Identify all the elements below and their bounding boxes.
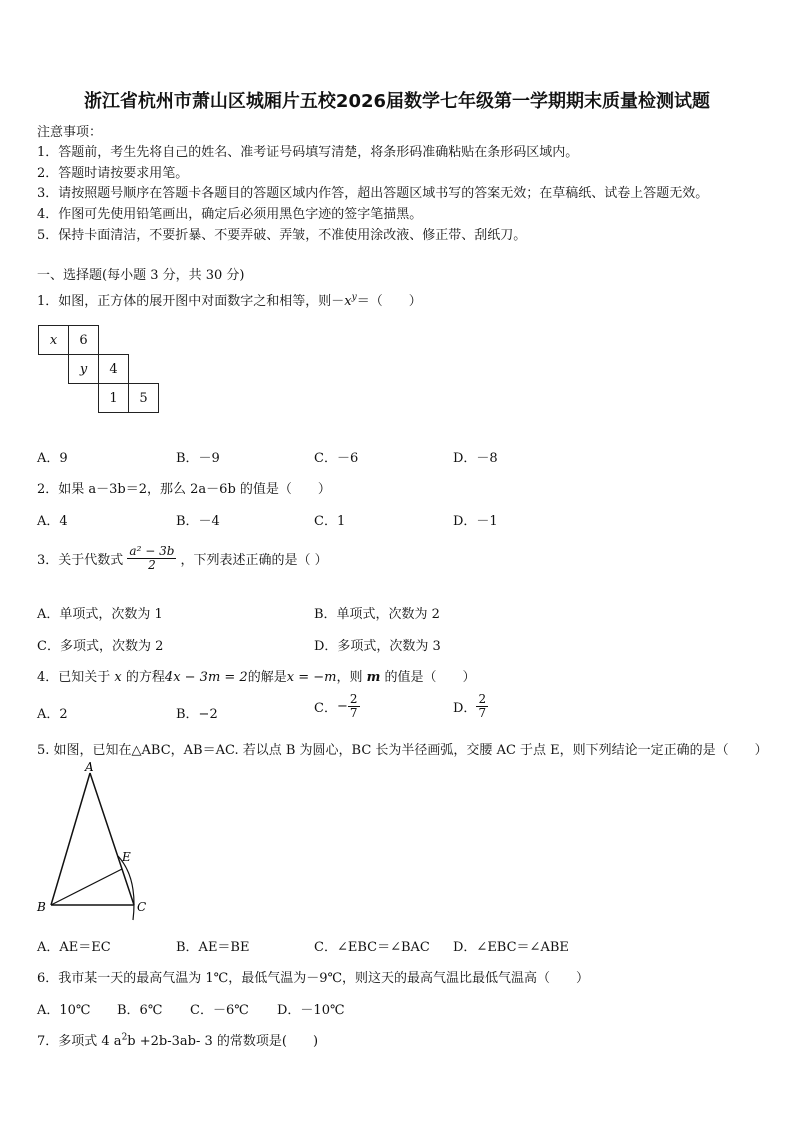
question-3-stem-end: ，下列表述正确的是（ ） <box>180 553 328 569</box>
question-5-stem: 5. 如图，已知在△ABC，AB＝AC. 若以点 B 为圆心，BC 长为半径画弧，交腰 AC 于点 E，则下列结论一定正确的是（ ） <box>37 743 768 758</box>
side-ab <box>51 773 90 905</box>
triangle-figure <box>30 758 160 928</box>
segment-be <box>51 869 122 905</box>
notice-item: 2．答题时请按要求用笔。 <box>37 166 189 181</box>
option-d-fraction <box>476 693 488 720</box>
question-4-text: 的值是（ ） <box>384 670 476 685</box>
fraction-numerator: 2 <box>349 692 358 706</box>
label-a: A <box>85 760 94 774</box>
notice-heading: 注意事项： <box>37 125 103 140</box>
option-b: B．单项式，次数为 2 <box>314 607 440 622</box>
option-d <box>453 693 488 720</box>
question-3-stem-text: 3．关于代数式 <box>37 553 124 569</box>
question-1-var: x <box>344 294 352 309</box>
net-cell: x <box>39 326 69 355</box>
question-7-text: 7．多项式 4 a <box>37 1034 122 1049</box>
option-d: D．－10℃ <box>277 1003 345 1018</box>
notice-item: 3．请按照题号顺序在答题卡各题目的答题区域内作答，超出答题区域书写的答案无效；在草稿纸、试卷上答题无效。 <box>37 186 709 201</box>
question-4-text: 4．已知关于 <box>37 670 111 685</box>
option-c-sign: − <box>336 699 348 715</box>
option-d-label: D． <box>453 701 477 717</box>
option-a: A．单项式，次数为 1 <box>37 607 163 622</box>
question-3-stem <box>37 545 328 572</box>
fraction-denominator: 2 <box>148 558 156 573</box>
option-a: A．2 <box>37 707 68 722</box>
question-4-equation: 4x − 3m = 2 <box>164 670 248 685</box>
question-4-text: ，则 <box>336 670 363 685</box>
net-cell: 5 <box>129 384 159 413</box>
option-a: A．4 <box>37 514 68 529</box>
option-c <box>314 693 360 720</box>
side-ac <box>90 773 134 905</box>
question-4-var-x: x <box>114 670 122 685</box>
question-3-fraction <box>127 545 176 572</box>
fraction-denominator: 7 <box>478 706 487 721</box>
option-a: A．9 <box>37 451 68 466</box>
option-b: B．AE＝BE <box>176 940 250 955</box>
question-4-text: 的方程 <box>125 670 165 685</box>
option-c: C．1 <box>314 514 346 529</box>
fraction-denominator: 7 <box>349 706 358 721</box>
option-a: A．AE＝EC <box>37 940 111 955</box>
net-cell: 4 <box>99 355 129 384</box>
question-7-stem <box>37 1030 318 1049</box>
option-b: B．－4 <box>176 514 220 529</box>
option-c: C．－6℃ <box>190 1003 249 1018</box>
option-a: A．10℃ <box>37 1003 91 1018</box>
option-b: B．－9 <box>176 451 220 466</box>
label-b: B <box>37 900 46 914</box>
question-1-sup: y <box>351 292 357 303</box>
question-1-stem-end: ＝（ ） <box>356 294 422 309</box>
question-4-var-m: m <box>366 670 381 685</box>
label-e: E <box>122 850 131 864</box>
net-cell: y <box>69 355 99 384</box>
option-c: C．∠EBC＝∠BAC <box>314 940 430 955</box>
option-d: D．－1 <box>453 514 498 529</box>
question-7-text-end: b +2b-3ab- 3 的常数项是( ) <box>127 1034 319 1049</box>
option-c: C．－6 <box>314 451 359 466</box>
question-2-stem: 2．如果 a－3b＝2，那么 2a－6b 的值是（ ） <box>37 482 331 497</box>
option-b: B．−2 <box>176 707 218 722</box>
question-7-sup: 2 <box>121 1032 128 1043</box>
question-4-text: 的解是 <box>247 670 287 685</box>
fraction-numerator: 2 <box>478 692 487 706</box>
option-d: D．－8 <box>453 451 498 466</box>
option-b: B．6℃ <box>117 1003 163 1018</box>
question-4-solution: x = −m <box>286 670 337 685</box>
option-d: D．∠EBC＝∠ABE <box>453 940 569 955</box>
question-1-stem <box>37 290 422 309</box>
option-d: D．多项式，次数为 3 <box>314 639 441 654</box>
notice-item: 5．保持卡面清洁，不要折暴、不要弄破、弄皱，不准使用涂改液、修正带、刮纸刀。 <box>37 228 527 243</box>
question-1-stem-text: 1．如图，正方体的展开图中对面数字之和相等，则－ <box>37 294 345 309</box>
label-c: C <box>137 900 147 914</box>
cube-net-figure <box>38 325 159 413</box>
option-c: C．多项式，次数为 2 <box>37 639 164 654</box>
section-heading: 一、选择题(每小题 3 分，共 30 分) <box>37 268 245 283</box>
net-cell: 6 <box>69 326 99 355</box>
question-4-stem <box>37 666 476 685</box>
net-cell: 1 <box>99 384 129 413</box>
notice-item: 1．答题前，考生先将自己的姓名、准考证号码填写清楚，将条形码准确粘贴在条形码区域内。 <box>37 145 579 160</box>
fraction-numerator: a² − 3b <box>129 544 175 558</box>
notice-item: 4．作图可先使用铅笔画出，确定后必须用黑色字迹的签字笔描黑。 <box>37 207 423 222</box>
option-c-label: C． <box>314 701 337 717</box>
option-c-fraction <box>348 693 360 720</box>
page-title: 浙江省杭州市萧山区城厢片五校2026届数学七年级第一学期期末质量检测试题 <box>83 91 711 112</box>
question-6-stem: 6．我市某一天的最高气温为 1℃，最低气温为－9℃，则这天的最高气温比最低气温高（ ） <box>37 971 590 986</box>
